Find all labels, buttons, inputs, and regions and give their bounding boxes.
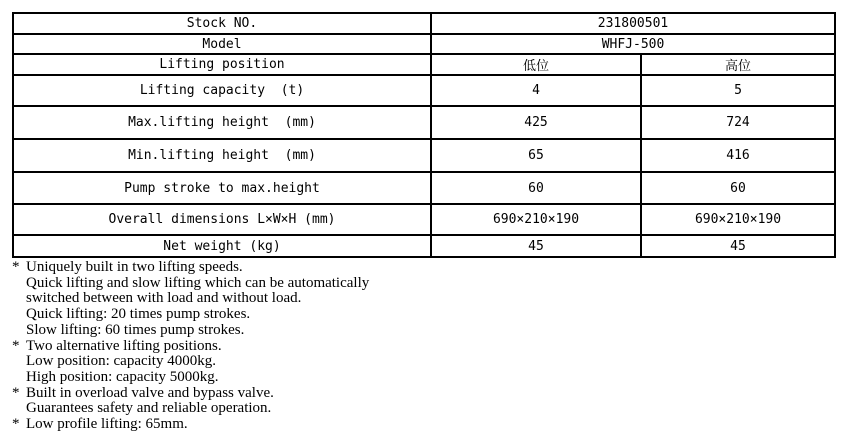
spec-label-cell: Min.lifting height (mm) (13, 139, 431, 172)
table-row (13, 13, 835, 34)
footnote-line: Low position: capacity 4000kg. (26, 353, 216, 370)
footnote-line: Two alternative lifting positions. (26, 337, 222, 354)
spec-value-cell: 690×210×190 (641, 204, 835, 235)
spec-value-cell: 724 (641, 106, 835, 139)
spec-value-cell: WHFJ-500 (431, 34, 835, 54)
footnote-asterisk: * (12, 416, 20, 433)
spec-label-cell: Pump stroke to max.height (13, 172, 431, 204)
footnote-line: switched between with load and without load. (26, 290, 302, 307)
footnote-line: Slow lifting: 60 times pump strokes. (26, 321, 245, 338)
table-row (13, 235, 835, 257)
spec-label-cell: Lifting position (13, 54, 431, 75)
spec-label-cell: Model (13, 34, 431, 54)
footnote-item (12, 260, 572, 339)
table-row (13, 172, 835, 204)
footnote-asterisk: * (12, 259, 20, 275)
footnote-line: High position: capacity 5000kg. (26, 368, 219, 385)
spec-value-cell: 4 (431, 75, 641, 106)
table-row (13, 139, 835, 172)
footnotes-section (12, 260, 572, 433)
spec-value-cell: 416 (641, 139, 835, 172)
spec-value-cell: 231800501 (431, 13, 835, 34)
footnote-item (12, 339, 572, 386)
spec-value-cell: 690×210×190 (431, 204, 641, 235)
table-row (13, 34, 835, 54)
spec-table (12, 12, 836, 258)
spec-value-cell: 65 (431, 139, 641, 172)
footnote-line: Quick lifting and slow lifting which can be automatically (26, 274, 370, 291)
spec-value-cell: 45 (431, 235, 641, 257)
spec-value-cell: 60 (641, 172, 835, 204)
table-row (13, 75, 835, 106)
spec-value-cell: 60 (431, 172, 641, 204)
footnote-item (12, 417, 572, 433)
footnote-line: Uniquely built in two lifting speeds. (26, 259, 243, 275)
table-row (13, 54, 835, 75)
footnote-line: Quick lifting: 20 times pump strokes. (26, 306, 251, 323)
footnote-asterisk: * (12, 384, 20, 401)
footnote-item (12, 386, 572, 417)
table-row (13, 106, 835, 139)
spec-value-cell: 高位 (641, 54, 835, 75)
spec-label-cell: Net weight (kg) (13, 235, 431, 257)
spec-value-cell: 5 (641, 75, 835, 106)
spec-value-cell: 低位 (431, 54, 641, 75)
footnote-asterisk: * (12, 337, 20, 354)
footnote-line: Low profile lifting: 65mm. (26, 416, 188, 433)
spec-value-cell: 45 (641, 235, 835, 257)
footnote-line: Guarantees safety and reliable operation. (26, 400, 272, 417)
footnote-line: Built in overload valve and bypass valve. (26, 384, 274, 401)
spec-label-cell: Lifting capacity (t) (13, 75, 431, 106)
spec-value-cell: 425 (431, 106, 641, 139)
spec-label-cell: Stock NO. (13, 13, 431, 34)
spec-label-cell: Max.lifting height (mm) (13, 106, 431, 139)
spec-label-cell: Overall dimensions L×W×H (mm) (13, 204, 431, 235)
table-row (13, 204, 835, 235)
